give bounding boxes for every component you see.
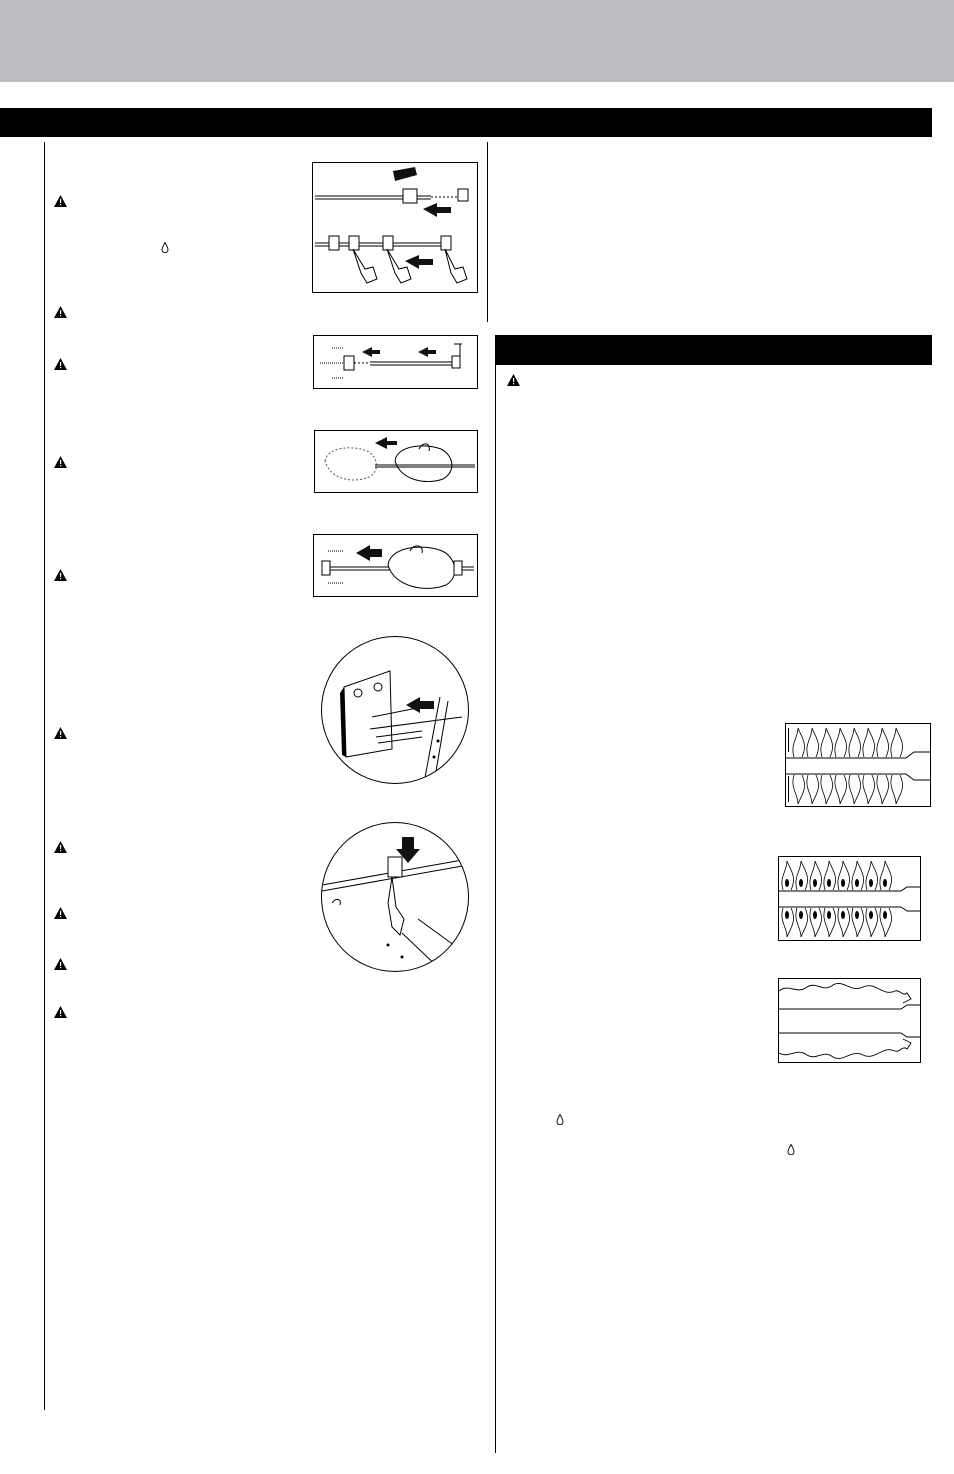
- warning-triangle-icon: [507, 374, 520, 386]
- warning-triangle-icon: [54, 358, 67, 370]
- warning-triangle-icon: [54, 306, 67, 318]
- warning-triangle-icon: [54, 1006, 67, 1018]
- spit-rod-collar-closeup-figure: [321, 822, 469, 972]
- dimension-mark-lower: [788, 776, 789, 802]
- warning-triangle-icon: [54, 569, 67, 581]
- flame-drop-icon: [556, 1114, 564, 1125]
- warning-triangle-icon: [54, 195, 67, 207]
- burner-flame-yellow-tips-figure: [778, 856, 921, 941]
- header-band: [0, 0, 954, 82]
- chicken-centered-on-spit-figure: [313, 534, 478, 597]
- section-header-bar-right: [495, 335, 932, 365]
- spit-rod-insertion-figure: [313, 335, 478, 389]
- dimension-mark-upper: [788, 728, 789, 752]
- flame-drop-icon: [161, 242, 169, 253]
- burner-flame-erratic-figure: [778, 978, 921, 1063]
- spit-forks-assembly-figure: [312, 162, 478, 293]
- chicken-on-spit-figure: [314, 430, 478, 493]
- burner-flame-normal-figure: [785, 723, 931, 807]
- column-divider-bottom: [495, 337, 496, 1453]
- section-header-bar: [0, 108, 932, 137]
- flame-drop-icon: [787, 1144, 795, 1155]
- left-margin-rule: [44, 142, 45, 1410]
- warning-triangle-icon: [54, 907, 67, 919]
- motor-bracket-closeup-figure: [321, 636, 469, 784]
- warning-triangle-icon: [54, 456, 67, 468]
- warning-triangle-icon: [54, 958, 67, 970]
- column-divider-top: [487, 142, 488, 322]
- warning-triangle-icon: [54, 841, 67, 853]
- warning-triangle-icon: [54, 727, 67, 739]
